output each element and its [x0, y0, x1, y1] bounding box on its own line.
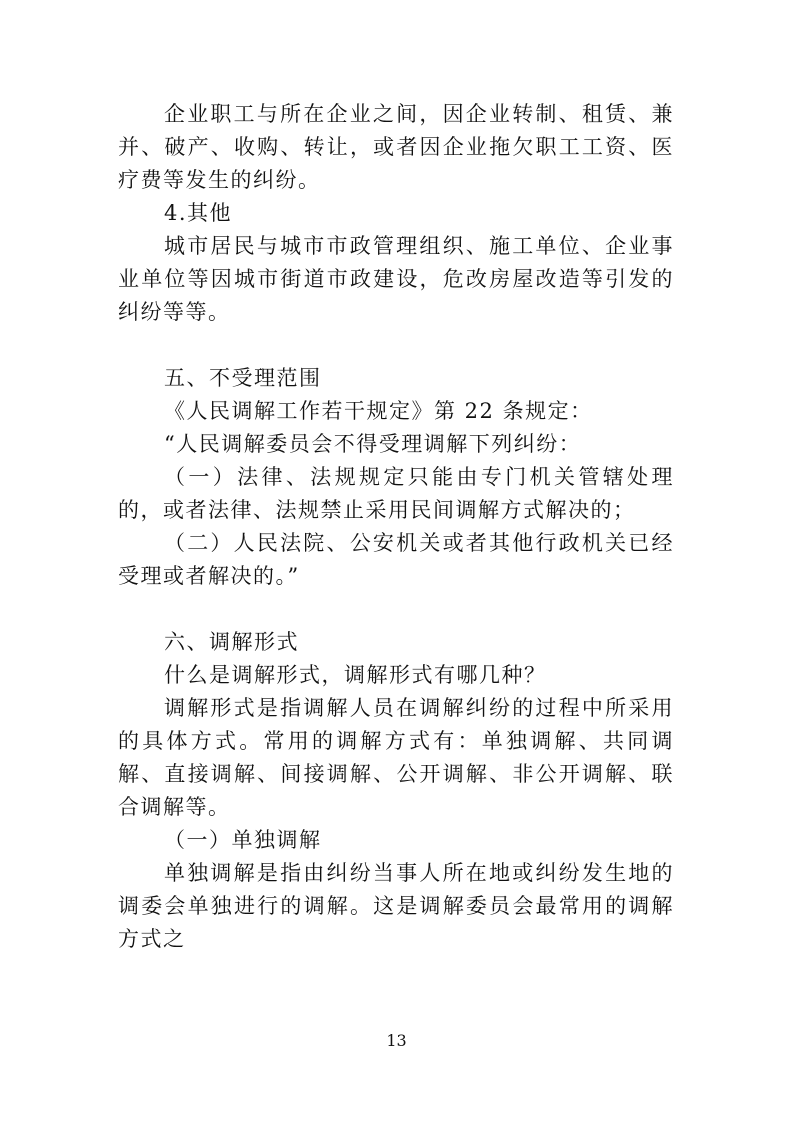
paragraph-item-two: （二）人民法院、公安机关或者其他行政机关已经受理或者解决的。”	[118, 531, 674, 588]
paragraph-enterprise-disputes: 企业职工与所在企业之间，因企业转制、租赁、兼并、破产、收购、转让，或者因企业拖欠职工工资、医疗费等发生的纠纷。	[118, 102, 674, 192]
paragraph-urban-disputes: 城市居民与城市市政管理组织、施工单位、企业事业单位等因城市街道市政建设，危改房屋改造等引发的纠纷等等。	[118, 234, 674, 324]
subheading-other: 4.其他	[164, 201, 233, 225]
section-gap	[118, 593, 674, 626]
section-heading-mediation-forms: 六、调解形式	[164, 630, 299, 654]
paragraph-individual-mediation: 单独调解是指由纠纷当事人所在地或纠纷发生地的调委会单独进行的调解。这是调解委员会最常用的调解方式之	[118, 861, 674, 951]
section-gap	[118, 329, 674, 362]
paragraph-mediation-definition: 调解形式是指调解人员在调解纠纷的过程中所采用的具体方式。常用的调解方式有：单独调解、共同调解、直接调解、间接调解、公开调解、非公开调解、联合调解等。	[118, 696, 674, 819]
paragraph-quote-intro: “人民调解委员会不得受理调解下列纠纷：	[164, 432, 582, 456]
paragraph-question: 什么是调解形式，调解形式有哪几种？	[164, 663, 547, 687]
document-body	[118, 98, 674, 956]
subheading-individual-mediation: （一）单独调解	[164, 828, 322, 852]
paragraph-item-one: （一）法律、法规规定只能由专门机关管辖处理的，或者法律、法规禁止采用民间调解方式解决的；	[118, 465, 674, 522]
page-number: 13	[386, 1031, 407, 1050]
section-heading-not-accepted: 五、不受理范围	[164, 366, 322, 390]
paragraph-regulation-citation: 《人民调解工作若干规定》第 22 条规定：	[164, 399, 593, 423]
